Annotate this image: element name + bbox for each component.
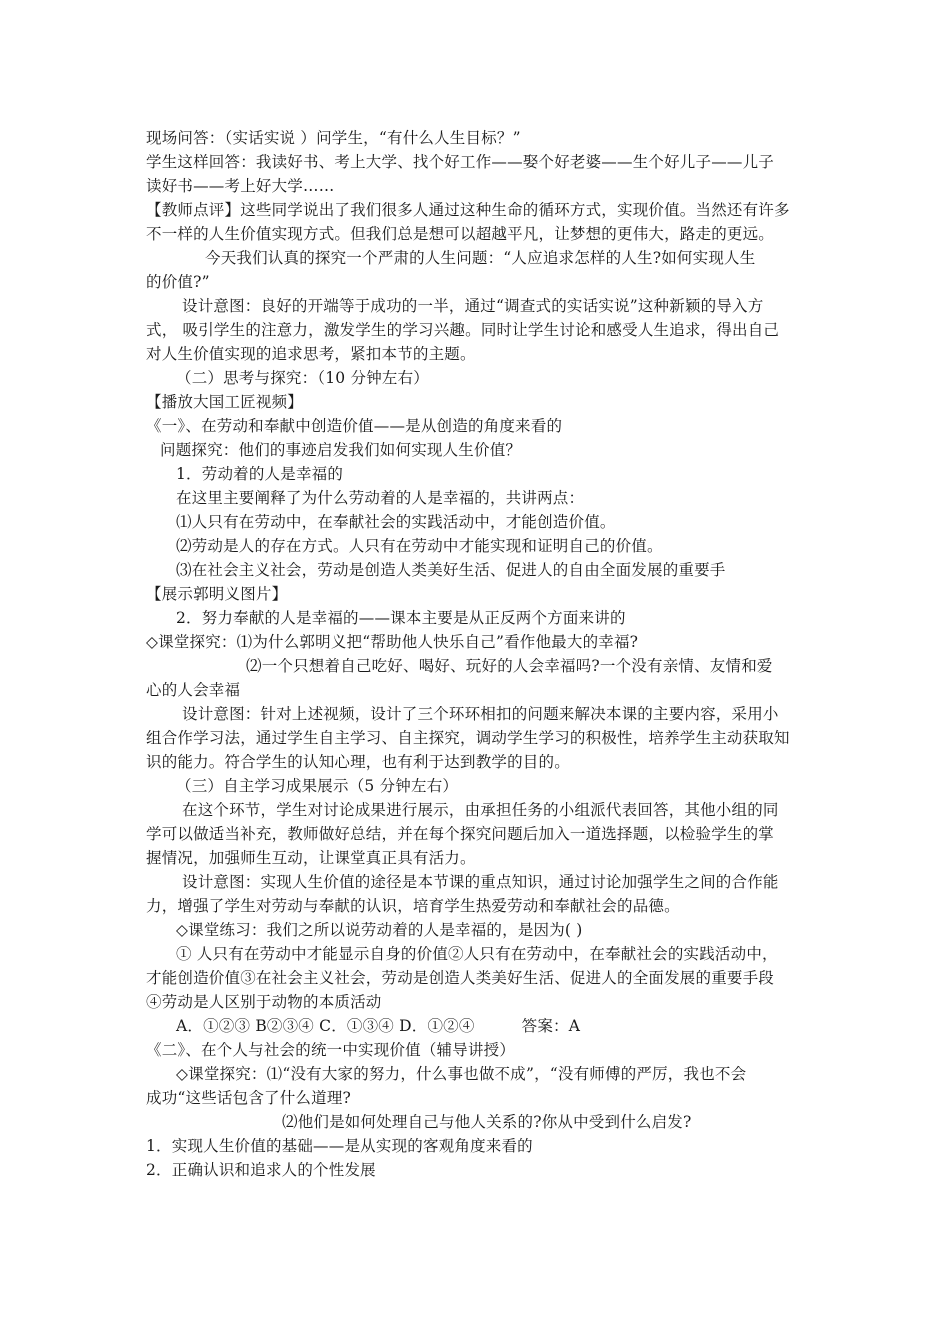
text-line: ④劳动是人区别于动物的本质活动 xyxy=(146,993,382,1011)
text-line: ① 人只有在劳动中才能显示自身的价值②人只有在劳动中，在奉献社会的实践活动中， xyxy=(176,945,778,963)
section-heading: （三）自主学习成果展示（5 分钟左右） xyxy=(176,777,459,795)
text-line: 设计意图：针对上述视频，设计了三个环环相扣的问题来解决本课的主要内容，采用小 xyxy=(182,705,779,723)
section-heading: 《一》、在劳动和奉献中创造价值——是从创造的角度来看的 xyxy=(146,417,563,435)
text-line: ◇课堂练习：我们之所以说劳动着的人是幸福的，是因为( ) xyxy=(176,921,583,939)
text-line: ⑴人只有在劳动中，在奉献社会的实践活动中，才能创造价值。 xyxy=(176,513,616,531)
text-line: 式， 吸引学生的注意力，激发学生的学习兴趣。同时让学生讨论和感受人生追求，得出自己 xyxy=(146,321,780,339)
text-line: 识的能力。符合学生的认知心理，也有利于达到教学的目的。 xyxy=(146,753,570,771)
text-line: 的价值?” xyxy=(146,273,210,291)
text-line: 组合作学习法，通过学生自主学习、自主探究，调动学生学习的积极性，培养学生主动获取知 xyxy=(146,729,790,747)
text-line: 【展示郭明义图片】 xyxy=(146,585,288,603)
text-line: 1．实现人生价值的基础——是从实现的客观角度来看的 xyxy=(146,1137,533,1155)
text-line: ◇课堂探究：⑴为什么郭明义把“帮助他人快乐自己”看作他最大的幸福? xyxy=(146,633,639,651)
text-line: ⑵他们是如何处理自己与他人关系的?你从中受到什么启发? xyxy=(282,1113,692,1131)
text-line: 2．努力奉献的人是幸福的——课本主要是从正反两个方面来讲的 xyxy=(176,609,626,627)
text-line: 现场问答：（实话实说 ）问学生，“有什么人生目标？” xyxy=(146,129,521,147)
text-line: 心的人会幸福 xyxy=(146,681,241,699)
text-line: ◇课堂探究：⑴“没有大家的努力，什么事也做不成”，“没有师傅的严厉，我也不会 xyxy=(176,1065,747,1083)
text-line: 学可以做适当补充，教师做好总结，并在每个探究问题后加入一道选择题，以检验学生的掌 xyxy=(146,825,775,843)
text-line: 1．劳动着的人是幸福的 xyxy=(176,465,344,483)
text-line: 在这个环节，学生对讨论成果进行展示，由承担任务的小组派代表回答，其他小组的同 xyxy=(182,801,779,819)
text-line: 力，增强了学生对劳动与奉献的认识，培育学生热爱劳动和奉献社会的品德。 xyxy=(146,897,680,915)
text-line: 握情况，加强师生互动，让课堂真正具有活力。 xyxy=(146,849,476,867)
section-heading: （二）思考与探究：（10 分钟左右） xyxy=(176,369,430,387)
text-line: 设计意图：良好的开端等于成功的一半，通过“调查式的实话实说”这种新颖的导入方 xyxy=(182,297,764,315)
text-line: ⑵一个只想着自己吃好、喝好、玩好的人会幸福吗?一个没有亲情、友情和爱 xyxy=(246,657,773,675)
text-line: 在这里主要阐释了为什么劳动着的人是幸福的，共讲两点： xyxy=(176,489,585,507)
text-line: 问题探究：他们的事迹启发我们如何实现人生价值？ xyxy=(160,441,522,459)
text-line: 2．正确认识和追求人的个性发展 xyxy=(146,1161,376,1179)
text-line: 【播放大国工匠视频】 xyxy=(146,393,304,411)
text-line: 【教师点评】这些同学说出了我们很多人通过这种生命的循环方式，实现价值。当然还有许多 xyxy=(146,201,790,219)
text-line: ⑶在社会主义社会，劳动是创造人类美好生活、促进人的自由全面发展的重要手 xyxy=(176,561,726,579)
text-line: 今天我们认真的探究一个严肃的人生问题：“人应追求怎样的人生?如何实现人生 xyxy=(205,249,756,267)
text-line: ⑵劳动是人的存在方式。人只有在劳动中才能实现和证明自己的价值。 xyxy=(176,537,663,555)
text-line: 读好书——考上好大学…… xyxy=(146,177,335,195)
answer-line: A．①②③ B②③④ C．①③④ D．①②④ 答案：A xyxy=(176,1017,581,1035)
text-line: 设计意图：实现人生价值的途径是本节课的重点知识，通过讨论加强学生之间的合作能 xyxy=(182,873,779,891)
text-line: 对人生价值实现的追求思考，紧扣本节的主题。 xyxy=(146,345,476,363)
text-line: 才能创造价值③在社会主义社会，劳动是创造人类美好生活、促进人的全面发展的重要手段 xyxy=(146,969,775,987)
text-line: 学生这样回答：我读好书、考上大学、找个好工作——娶个好老婆——生个好儿子——儿子 xyxy=(146,153,775,171)
text-line: 成功“这些话包含了什么道理? xyxy=(146,1089,352,1107)
section-heading: 《二》、在个人与社会的统一中实现价值（辅导讲授） xyxy=(146,1041,516,1059)
text-line: 不一样的人生价值实现方式。但我们总是想可以超越平凡，让梦想的更伟大，路走的更远。 xyxy=(146,225,775,243)
